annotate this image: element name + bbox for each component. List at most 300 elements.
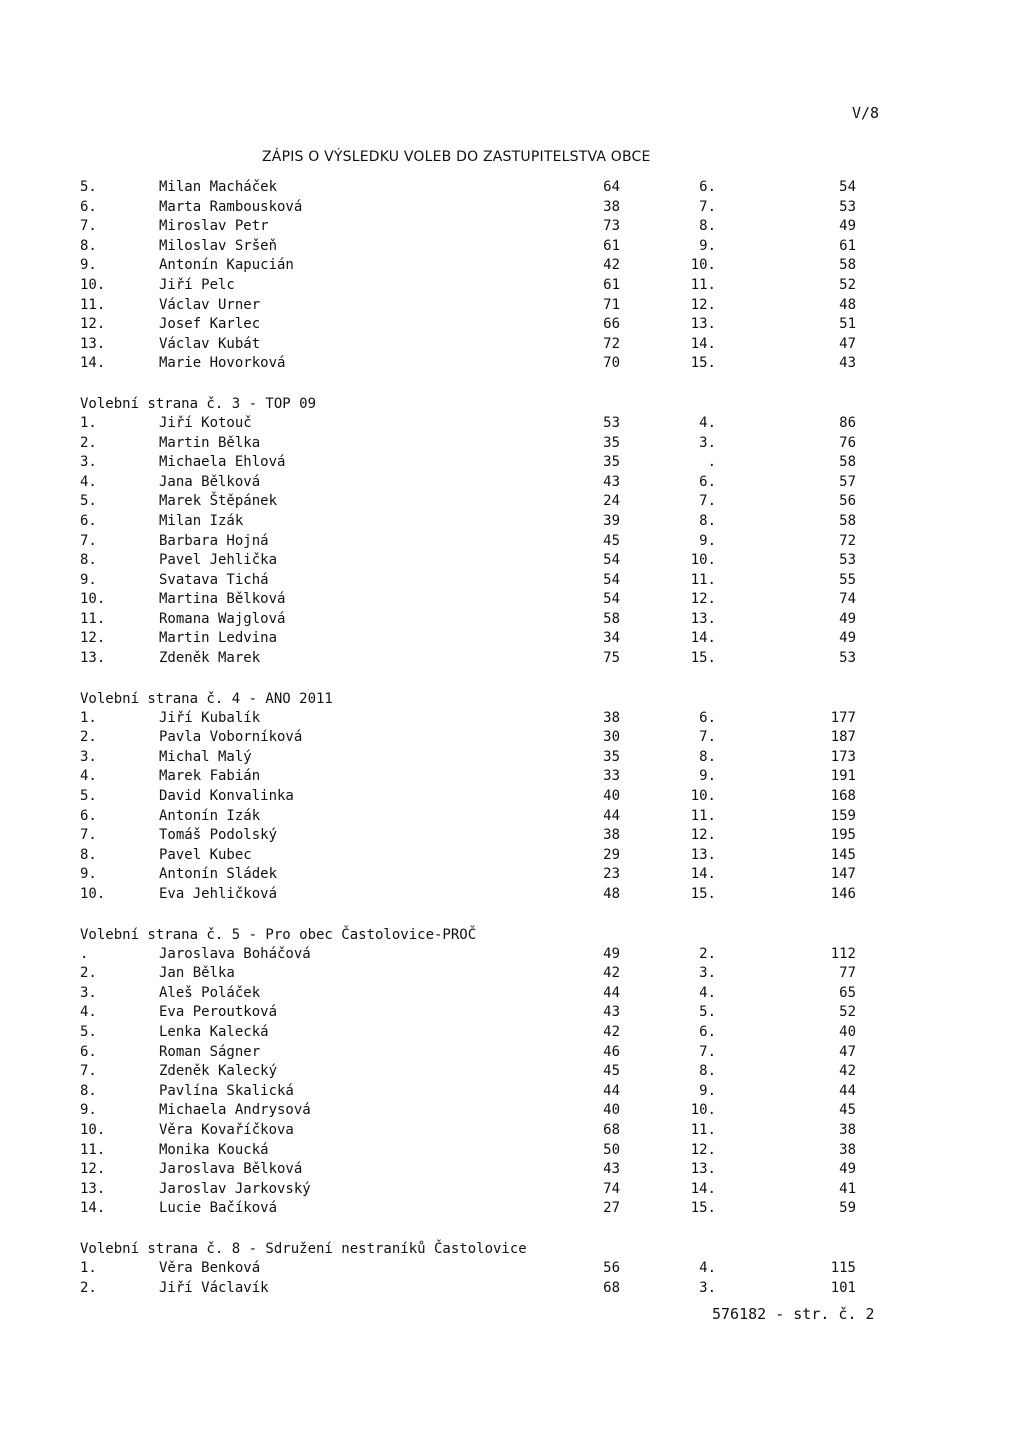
candidate-row	[0, 787, 1024, 807]
candidate-value: 38	[603, 198, 620, 215]
candidate-value: 40	[603, 788, 620, 805]
candidate-name: Lenka Kalecká	[159, 1023, 269, 1040]
candidate-name: Aleš Poláček	[159, 984, 261, 1001]
candidate-value: 71	[603, 296, 620, 313]
candidate-number: .	[80, 945, 89, 962]
candidate-number: 13.	[80, 335, 106, 352]
candidate-order: 4.	[699, 984, 716, 1001]
candidate-name: Svatava Tichá	[159, 571, 269, 588]
candidate-row	[0, 1043, 1024, 1063]
candidate-value: 48	[603, 886, 620, 902]
candidate-order: 4.	[699, 1259, 716, 1276]
candidate-row	[0, 1121, 1024, 1141]
candidate-value: 44	[603, 807, 620, 824]
party-heading-text: Volební strana č. 3 - TOP 09	[80, 395, 317, 412]
candidate-row	[0, 492, 1024, 512]
candidate-order: 11.	[690, 276, 716, 293]
candidate-order: 7.	[699, 198, 716, 215]
candidate-value: 42	[603, 1023, 620, 1040]
candidate-order: 8.	[699, 512, 716, 529]
candidate-value: 70	[603, 355, 620, 372]
candidate-name: Zdeněk Marek	[159, 650, 261, 667]
candidate-name: Barbara Hojná	[159, 532, 269, 549]
candidate-value: 33	[603, 768, 620, 785]
candidate-number: 8.	[80, 846, 97, 863]
candidate-row	[0, 532, 1024, 552]
candidate-row	[0, 296, 1024, 316]
candidate-order: 13.	[690, 1161, 716, 1178]
candidate-order: 12.	[690, 296, 716, 313]
candidate-row	[0, 276, 1024, 296]
candidate-value: 64	[603, 179, 620, 195]
candidate-name: Jiří Václavík	[159, 1279, 269, 1296]
candidate-number: 10.	[80, 1121, 106, 1138]
candidate-votes: 40	[839, 1023, 856, 1040]
candidate-order: 10.	[690, 552, 716, 569]
candidate-row	[0, 984, 1024, 1004]
candidate-value: 30	[603, 729, 620, 746]
candidate-value: 42	[603, 257, 620, 274]
candidate-value: 54	[603, 552, 620, 569]
candidate-row	[0, 178, 1024, 198]
candidate-order: 13.	[690, 846, 716, 863]
page-id: V/8	[852, 104, 880, 122]
candidate-votes: 72	[839, 532, 856, 549]
candidate-votes: 86	[839, 414, 856, 431]
candidate-value: 75	[603, 650, 620, 667]
candidate-row	[0, 1141, 1024, 1161]
candidate-votes: 147	[830, 866, 856, 883]
candidate-value: 23	[603, 866, 620, 883]
candidate-number: 6.	[80, 198, 97, 215]
candidate-name: Jaroslav Jarkovský	[159, 1180, 311, 1197]
candidate-votes: 38	[839, 1121, 856, 1138]
candidate-name: Jana Bělková	[159, 473, 261, 490]
candidate-row	[0, 767, 1024, 787]
candidate-name: Miroslav Petr	[159, 218, 269, 235]
candidate-order: 8.	[699, 218, 716, 235]
candidate-number: 4.	[80, 1004, 97, 1021]
candidate-name: Michaela Andrysová	[159, 1102, 311, 1119]
candidate-value: 46	[603, 1043, 620, 1060]
candidate-number: 1.	[80, 709, 97, 726]
candidate-row	[0, 414, 1024, 434]
candidate-order: 10.	[690, 1102, 716, 1119]
candidate-name: Romana Wajglová	[159, 610, 286, 627]
candidate-row	[0, 1003, 1024, 1023]
candidate-votes: 112	[830, 945, 856, 962]
candidate-votes: 76	[839, 434, 856, 451]
candidate-name: Roman Ságner	[159, 1043, 261, 1060]
candidate-row	[0, 590, 1024, 610]
candidate-votes: 49	[839, 218, 856, 235]
candidate-name: Marta Rambousková	[159, 198, 303, 215]
candidate-number: 7.	[80, 218, 97, 235]
candidate-row	[0, 354, 1024, 374]
candidate-order: 7.	[699, 729, 716, 746]
candidate-row	[0, 846, 1024, 866]
candidate-number: 7.	[80, 827, 97, 844]
candidate-value: 43	[603, 1004, 620, 1021]
candidate-order: 9.	[699, 532, 716, 549]
candidate-order: 3.	[699, 965, 716, 982]
candidate-number: 12.	[80, 316, 106, 333]
candidate-value: 34	[603, 630, 620, 647]
candidate-row	[0, 709, 1024, 729]
candidate-row	[0, 237, 1024, 257]
candidate-number: 12.	[80, 630, 106, 647]
candidate-row	[0, 1180, 1024, 1200]
candidate-value: 42	[603, 965, 620, 982]
candidate-name: Josef Karlec	[159, 316, 261, 333]
candidate-number: 2.	[80, 1279, 97, 1296]
candidate-row	[0, 512, 1024, 532]
candidate-row	[0, 198, 1024, 218]
candidate-votes: 77	[839, 965, 856, 982]
candidate-votes: 47	[839, 335, 856, 352]
candidate-row	[0, 826, 1024, 846]
candidate-value: 68	[603, 1121, 620, 1138]
candidate-order: 15.	[690, 886, 716, 902]
candidate-votes: 145	[830, 846, 856, 863]
candidate-order: 4.	[699, 414, 716, 431]
candidate-row	[0, 551, 1024, 571]
candidate-row	[0, 1101, 1024, 1121]
candidate-value: 72	[603, 335, 620, 352]
candidate-votes: 101	[830, 1279, 856, 1296]
candidate-votes: 159	[830, 807, 856, 824]
candidate-value: 27	[603, 1200, 620, 1217]
candidate-value: 50	[603, 1141, 620, 1158]
candidate-row	[0, 945, 1024, 965]
candidate-number: 5.	[80, 179, 97, 195]
results-list	[0, 178, 1024, 1298]
candidate-value: 38	[603, 827, 620, 844]
candidate-row	[0, 1259, 1024, 1279]
candidate-votes: 195	[830, 827, 856, 844]
candidate-value: 43	[603, 473, 620, 490]
candidate-order: 2.	[699, 945, 716, 962]
candidate-row	[0, 1062, 1024, 1082]
candidate-row	[0, 256, 1024, 276]
candidate-value: 24	[603, 493, 620, 510]
candidate-row	[0, 649, 1024, 669]
candidate-number: 10.	[80, 886, 106, 902]
candidate-votes: 58	[839, 257, 856, 274]
party-heading-text: Volební strana č. 8 - Sdružení nestraníků Častolovice	[80, 1240, 527, 1257]
candidate-row	[0, 1082, 1024, 1102]
party-heading-text: Volební strana č. 5 - Pro obec Častolovice-PROČ	[80, 926, 477, 943]
candidate-value: 39	[603, 512, 620, 529]
candidate-value: 73	[603, 218, 620, 235]
candidate-number: 5.	[80, 493, 97, 510]
candidate-number: 13.	[80, 650, 106, 667]
candidate-row	[0, 217, 1024, 237]
candidate-name: Věra Benková	[159, 1259, 261, 1276]
candidate-order: 9.	[699, 237, 716, 254]
candidate-number: 8.	[80, 237, 97, 254]
candidate-order: 11.	[690, 1121, 716, 1138]
candidate-value: 54	[603, 591, 620, 608]
candidate-votes: 52	[839, 1004, 856, 1021]
candidate-row	[0, 1279, 1024, 1299]
candidate-order: 6.	[699, 709, 716, 726]
candidate-votes: 42	[839, 1063, 856, 1080]
candidate-votes: 177	[830, 709, 856, 726]
candidate-number: 9.	[80, 866, 97, 883]
candidate-votes: 56	[839, 493, 856, 510]
party-heading	[0, 689, 1024, 709]
candidate-number: 10.	[80, 591, 106, 608]
candidate-votes: 47	[839, 1043, 856, 1060]
candidate-number: 13.	[80, 1180, 106, 1197]
party-heading	[0, 394, 1024, 414]
candidate-number: 12.	[80, 1161, 106, 1178]
candidate-name: Eva Jehličková	[159, 886, 278, 902]
candidate-name: Marek Štěpánek	[159, 493, 278, 510]
candidate-votes: 53	[839, 552, 856, 569]
candidate-value: 61	[603, 237, 620, 254]
candidate-row	[0, 1199, 1024, 1219]
candidate-votes: 191	[830, 768, 856, 785]
candidate-votes: 146	[830, 886, 856, 902]
page-footer: 576182 - str. č. 2	[712, 1305, 875, 1323]
candidate-number: 2.	[80, 729, 97, 746]
candidate-votes: 115	[830, 1259, 856, 1276]
candidate-name: Milan Macháček	[159, 179, 278, 195]
candidate-name: Václav Kubát	[159, 335, 261, 352]
document-title: ZÁPIS O VÝSLEDKU VOLEB DO ZASTUPITELSTVA OBCE	[262, 149, 651, 165]
candidate-order: 9.	[699, 1082, 716, 1099]
candidate-name: Michal Malý	[159, 748, 252, 765]
candidate-name: Milan Izák	[159, 512, 244, 529]
candidate-name: Pavlína Skalická	[159, 1082, 294, 1099]
candidate-order: 14.	[690, 335, 716, 352]
candidate-name: Jaroslava Boháčová	[159, 945, 311, 962]
candidate-value: 38	[603, 709, 620, 726]
candidate-row	[0, 610, 1024, 630]
candidate-value: 53	[603, 414, 620, 431]
candidate-votes: 59	[839, 1200, 856, 1217]
candidate-name: Jiří Kubalík	[159, 709, 261, 726]
candidate-value: 45	[603, 532, 620, 549]
candidate-votes: 57	[839, 473, 856, 490]
candidate-number: 6.	[80, 807, 97, 824]
candidate-order: 15.	[690, 1200, 716, 1217]
candidate-order: 15.	[690, 650, 716, 667]
candidate-name: Tomáš Podolský	[159, 827, 278, 844]
candidate-value: 29	[603, 846, 620, 863]
candidate-votes: 43	[839, 355, 856, 372]
candidate-row	[0, 315, 1024, 335]
candidate-value: 40	[603, 1102, 620, 1119]
candidate-number: 7.	[80, 532, 97, 549]
candidate-order: 6.	[699, 179, 716, 195]
candidate-name: Antonín Kapucián	[159, 257, 294, 274]
candidate-votes: 168	[830, 788, 856, 805]
candidate-votes: 41	[839, 1180, 856, 1197]
candidate-value: 58	[603, 610, 620, 627]
candidate-name: Lucie Bačíková	[159, 1200, 278, 1217]
candidate-number: 14.	[80, 355, 106, 372]
candidate-order: 11.	[690, 807, 716, 824]
party-heading	[0, 1239, 1024, 1259]
candidate-value: 74	[603, 1180, 620, 1197]
candidate-votes: 44	[839, 1082, 856, 1099]
candidate-order: 3.	[699, 434, 716, 451]
candidate-votes: 49	[839, 630, 856, 647]
candidate-value: 43	[603, 1161, 620, 1178]
candidate-votes: 61	[839, 237, 856, 254]
candidate-row	[0, 865, 1024, 885]
candidate-number: 11.	[80, 296, 106, 313]
candidate-order: 7.	[699, 1043, 716, 1060]
candidate-name: Jiří Pelc	[159, 276, 235, 293]
candidate-row	[0, 473, 1024, 493]
candidate-votes: 53	[839, 198, 856, 215]
candidate-value: 35	[603, 434, 620, 451]
candidate-row	[0, 453, 1024, 473]
candidate-number: 4.	[80, 768, 97, 785]
candidate-votes: 45	[839, 1102, 856, 1119]
candidate-order: 6.	[699, 473, 716, 490]
candidate-order: .	[707, 454, 716, 471]
candidate-order: 6.	[699, 1023, 716, 1040]
candidate-number: 5.	[80, 788, 97, 805]
candidate-number: 3.	[80, 984, 97, 1001]
candidate-order: 14.	[690, 1180, 716, 1197]
candidate-votes: 74	[839, 591, 856, 608]
candidate-votes: 187	[830, 729, 856, 746]
candidate-name: Zdeněk Kalecký	[159, 1063, 278, 1080]
candidate-number: 3.	[80, 454, 97, 471]
candidate-value: 54	[603, 571, 620, 588]
candidate-order: 14.	[690, 866, 716, 883]
candidate-row	[0, 728, 1024, 748]
candidate-name: Martina Bělková	[159, 591, 286, 608]
candidate-value: 45	[603, 1063, 620, 1080]
candidate-row	[0, 629, 1024, 649]
candidate-number: 1.	[80, 1259, 97, 1276]
candidate-order: 13.	[690, 610, 716, 627]
candidate-row	[0, 434, 1024, 454]
candidate-order: 10.	[690, 257, 716, 274]
candidate-votes: 38	[839, 1141, 856, 1158]
candidate-value: 49	[603, 945, 620, 962]
candidate-number: 6.	[80, 512, 97, 529]
candidate-row	[0, 571, 1024, 591]
candidate-name: Martin Bělka	[159, 434, 261, 451]
candidate-number: 9.	[80, 571, 97, 588]
candidate-number: 6.	[80, 1043, 97, 1060]
candidate-name: Pavla Voborníková	[159, 729, 303, 746]
candidate-order: 11.	[690, 571, 716, 588]
candidate-name: Antonín Sládek	[159, 866, 278, 883]
candidate-number: 8.	[80, 1082, 97, 1099]
candidate-number: 10.	[80, 276, 106, 293]
candidate-order: 7.	[699, 493, 716, 510]
candidate-value: 35	[603, 454, 620, 471]
candidate-order: 9.	[699, 768, 716, 785]
candidate-votes: 54	[839, 179, 856, 195]
candidate-number: 4.	[80, 473, 97, 490]
candidate-name: Marie Hovorková	[159, 355, 286, 372]
candidate-name: Jiří Kotouč	[159, 414, 252, 431]
candidate-number: 3.	[80, 748, 97, 765]
candidate-row	[0, 1023, 1024, 1043]
candidate-number: 8.	[80, 552, 97, 569]
candidate-votes: 52	[839, 276, 856, 293]
candidate-number: 14.	[80, 1200, 106, 1217]
party-heading-text: Volební strana č. 4 - ANO 2011	[80, 690, 333, 707]
candidate-number: 2.	[80, 965, 97, 982]
candidate-order: 8.	[699, 1063, 716, 1080]
candidate-votes: 51	[839, 316, 856, 333]
candidate-value: 44	[603, 984, 620, 1001]
candidate-row	[0, 748, 1024, 768]
candidate-name: Jan Bělka	[159, 965, 235, 982]
candidate-votes: 55	[839, 571, 856, 588]
candidate-name: Monika Koucká	[159, 1141, 269, 1158]
candidate-row	[0, 335, 1024, 355]
candidate-votes: 58	[839, 454, 856, 471]
candidate-name: Jaroslava Bělková	[159, 1161, 303, 1178]
party-heading	[0, 925, 1024, 945]
candidate-order: 13.	[690, 316, 716, 333]
candidate-name: David Konvalinka	[159, 788, 294, 805]
candidate-order: 14.	[690, 630, 716, 647]
candidate-votes: 49	[839, 610, 856, 627]
candidate-value: 61	[603, 276, 620, 293]
candidate-order: 15.	[690, 355, 716, 372]
candidate-number: 9.	[80, 257, 97, 274]
candidate-name: Martin Ledvina	[159, 630, 278, 647]
candidate-order: 5.	[699, 1004, 716, 1021]
candidate-number: 11.	[80, 1141, 106, 1158]
candidate-name: Václav Urner	[159, 296, 261, 313]
candidate-value: 68	[603, 1279, 620, 1296]
candidate-value: 56	[603, 1259, 620, 1276]
candidate-order: 12.	[690, 1141, 716, 1158]
candidate-votes: 53	[839, 650, 856, 667]
candidate-name: Marek Fabián	[159, 768, 261, 785]
candidate-row	[0, 964, 1024, 984]
candidate-number: 11.	[80, 610, 106, 627]
candidate-order: 12.	[690, 591, 716, 608]
candidate-number: 9.	[80, 1102, 97, 1119]
candidate-votes: 65	[839, 984, 856, 1001]
candidate-name: Antonín Izák	[159, 807, 261, 824]
candidate-row	[0, 807, 1024, 827]
candidate-number: 1.	[80, 414, 97, 431]
candidate-value: 35	[603, 748, 620, 765]
candidate-number: 5.	[80, 1023, 97, 1040]
candidate-name: Miloslav Sršeň	[159, 237, 278, 254]
candidate-value: 44	[603, 1082, 620, 1099]
candidate-name: Eva Peroutková	[159, 1004, 278, 1021]
candidate-number: 7.	[80, 1063, 97, 1080]
candidate-name: Věra Kovaříčkova	[159, 1121, 294, 1138]
candidate-row	[0, 1160, 1024, 1180]
candidate-name: Michaela Ehlová	[159, 454, 286, 471]
candidate-order: 8.	[699, 748, 716, 765]
candidate-votes: 58	[839, 512, 856, 529]
candidate-order: 12.	[690, 827, 716, 844]
candidate-votes: 49	[839, 1161, 856, 1178]
candidate-row	[0, 885, 1024, 905]
candidate-number: 2.	[80, 434, 97, 451]
candidate-name: Pavel Jehlička	[159, 552, 278, 569]
